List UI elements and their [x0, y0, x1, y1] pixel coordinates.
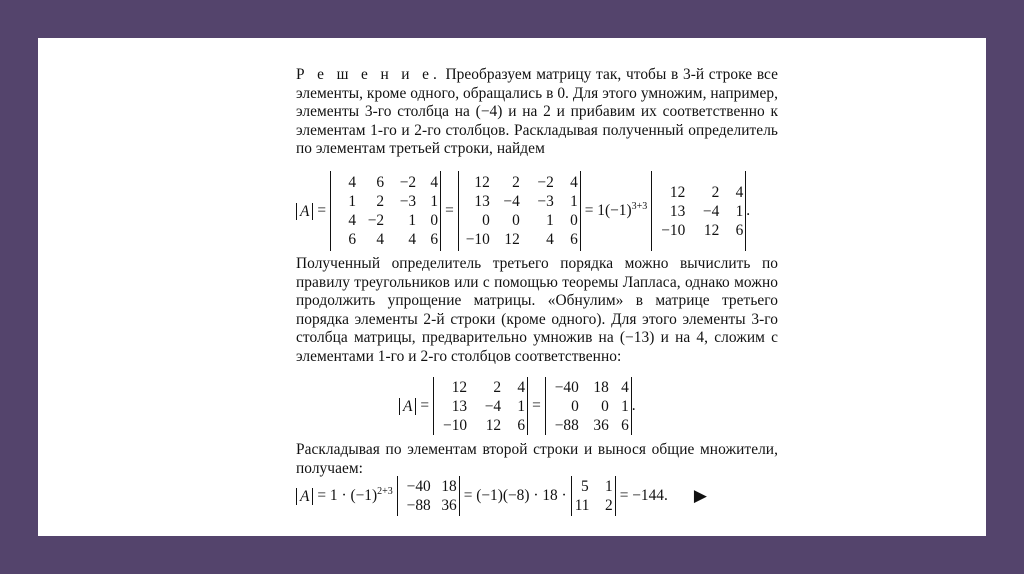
- determinant-equation-3: [296, 476, 707, 516]
- matrix-cell: 4: [348, 212, 357, 229]
- matrix-cell: 12: [474, 174, 490, 191]
- determinant-equation-1: [296, 171, 750, 251]
- matrix-cell: 2: [376, 193, 385, 210]
- matrix-cell: −3: [399, 193, 417, 210]
- matrix-cell: 1: [735, 202, 744, 220]
- matrix-cell: 13: [474, 193, 490, 210]
- matrix-3x3-after: [545, 377, 632, 435]
- matrix-cell: 12: [669, 183, 686, 201]
- matrix-cell: 4: [430, 174, 439, 191]
- matrix-3x3-before: [433, 377, 528, 435]
- third-paragraph: Раскладывая по элементам второй строки и вынося общие множители, получаем:: [296, 441, 778, 477]
- matrix-cell: −40: [406, 478, 431, 495]
- matrix-cell: −2: [399, 174, 417, 191]
- matrix-cell: 1: [621, 397, 629, 415]
- matrix-cell: 5: [580, 478, 589, 495]
- factor-power: 3+3: [631, 201, 648, 213]
- matrix-cell: −4: [702, 202, 720, 220]
- solution-text: Преобразуем матрицу так, чтобы в 3-й строке все элементы, кроме одного, обращались в 0. Для этого умножим, например, элементы 3-го столбца на (−4) и на 2 и прибавим их соответственно к элементам 1-го и 2-го столбцов. Раскладывая полученный определитель по элементам третьей строки, найдем: [296, 66, 778, 158]
- matrix-cell: 6: [517, 416, 526, 434]
- matrix-cell: 4: [570, 174, 578, 191]
- matrix-cell: 6: [430, 231, 439, 248]
- matrix-cell: −40: [554, 378, 579, 396]
- factor-text: = 1 · (−1): [317, 487, 378, 505]
- equals-sign: =: [317, 202, 327, 219]
- matrix-cell: 6: [735, 221, 744, 239]
- matrix-cell: 36: [441, 497, 457, 514]
- matrix-cell: −10: [443, 416, 468, 434]
- matrix-cell: 13: [451, 397, 468, 415]
- period: .: [746, 202, 751, 219]
- equals-sign: =: [420, 397, 430, 414]
- solution-paragraph: [296, 66, 778, 159]
- matrix-cell: 12: [504, 231, 520, 248]
- determinant-equation-2: [399, 377, 636, 435]
- result: = −144.: [619, 487, 668, 504]
- matrix-cell: −88: [406, 497, 431, 514]
- matrix-cell: −10: [661, 221, 686, 239]
- matrix-cell: −10: [465, 231, 490, 248]
- factor-power: 2+3: [377, 486, 393, 498]
- slide: [38, 38, 986, 536]
- matrix-cell: 4: [408, 231, 417, 248]
- matrix-cell: −88: [554, 416, 579, 434]
- matrix-cell: 2: [493, 378, 502, 396]
- matrix-cell: 1: [348, 193, 357, 210]
- matrix-cell: 0: [512, 212, 520, 229]
- matrix-cell: 4: [517, 378, 526, 396]
- matrix-cell: −4: [484, 397, 502, 415]
- matrix-cell: 1: [570, 193, 578, 210]
- matrix-3x3-minor: [651, 171, 746, 251]
- matrix-cell: 0: [571, 397, 579, 415]
- end-of-proof-icon: ▶: [693, 486, 707, 505]
- matrix-cell: 0: [601, 397, 609, 415]
- matrix-cell: 1: [604, 478, 613, 495]
- matrix-cell: 18: [593, 378, 609, 396]
- solution-lead: Р е ш е н и е.: [296, 66, 441, 83]
- matrix-cell: 0: [430, 212, 439, 229]
- matrix-cell: 1: [546, 212, 554, 229]
- matrix-4x4-original: [330, 171, 441, 251]
- second-paragraph: Полученный определитель третьего порядка можно вычислить по правилу треугольников или с помощью теоремы Лапласа, однако можно продолжить упрощение матрицы. «Обнулим» в матрице третьего порядка элементы 2-й строки (кроме одного). Для этого элементы 3-го столбца матрицы, предварительно умножив на (−13) и на 4, сложим с элементами 1-го и 2-го столбцов соответственно:: [296, 255, 778, 365]
- matrix-cell: 2: [604, 497, 613, 514]
- matrix-cell: 4: [735, 183, 744, 201]
- matrix-cell: 4: [546, 231, 554, 248]
- abs-a: A: [399, 398, 416, 415]
- matrix-cell: 6: [570, 231, 578, 248]
- matrix-cell: 2: [711, 183, 720, 201]
- period: .: [631, 397, 636, 414]
- matrix-cell: 6: [621, 416, 629, 434]
- matrix-cell: 12: [703, 221, 720, 239]
- middle-expression: = (−1)(−8) · 18 ·: [463, 487, 567, 504]
- matrix-2x2-reduced: [571, 476, 616, 516]
- matrix-cell: 0: [570, 212, 578, 229]
- matrix-cell: 11: [574, 497, 590, 514]
- matrix-cell: −2: [537, 174, 554, 191]
- matrix-cell: −4: [503, 193, 520, 210]
- matrix-cell: 18: [441, 478, 457, 495]
- abs-a: A: [296, 203, 313, 220]
- abs-a: A: [296, 488, 313, 505]
- cofactor-factor: [313, 486, 396, 505]
- equals-sign: =: [445, 202, 454, 219]
- matrix-cell: 0: [482, 212, 490, 229]
- factor-text: = 1(−1): [584, 202, 632, 220]
- matrix-cell: 1: [517, 397, 526, 415]
- matrix-cell: 2: [512, 174, 520, 191]
- matrix-cell: 4: [348, 174, 357, 191]
- equals-sign: =: [532, 397, 541, 414]
- matrix-cell: 6: [376, 174, 385, 191]
- matrix-cell: −2: [367, 212, 385, 229]
- cofactor-factor: [581, 201, 652, 220]
- matrix-cell: 4: [376, 231, 385, 248]
- matrix-cell: 13: [669, 202, 686, 220]
- matrix-cell: −3: [537, 193, 554, 210]
- matrix-cell: 12: [451, 378, 468, 396]
- matrix-cell: 1: [408, 212, 417, 229]
- matrix-cell: 12: [485, 416, 502, 434]
- matrix-4x4-transformed: [458, 171, 581, 251]
- matrix-cell: 36: [593, 416, 609, 434]
- matrix-2x2-minor: [397, 476, 460, 516]
- matrix-cell: 4: [621, 378, 629, 396]
- matrix-cell: 6: [348, 231, 357, 248]
- matrix-cell: 1: [430, 193, 439, 210]
